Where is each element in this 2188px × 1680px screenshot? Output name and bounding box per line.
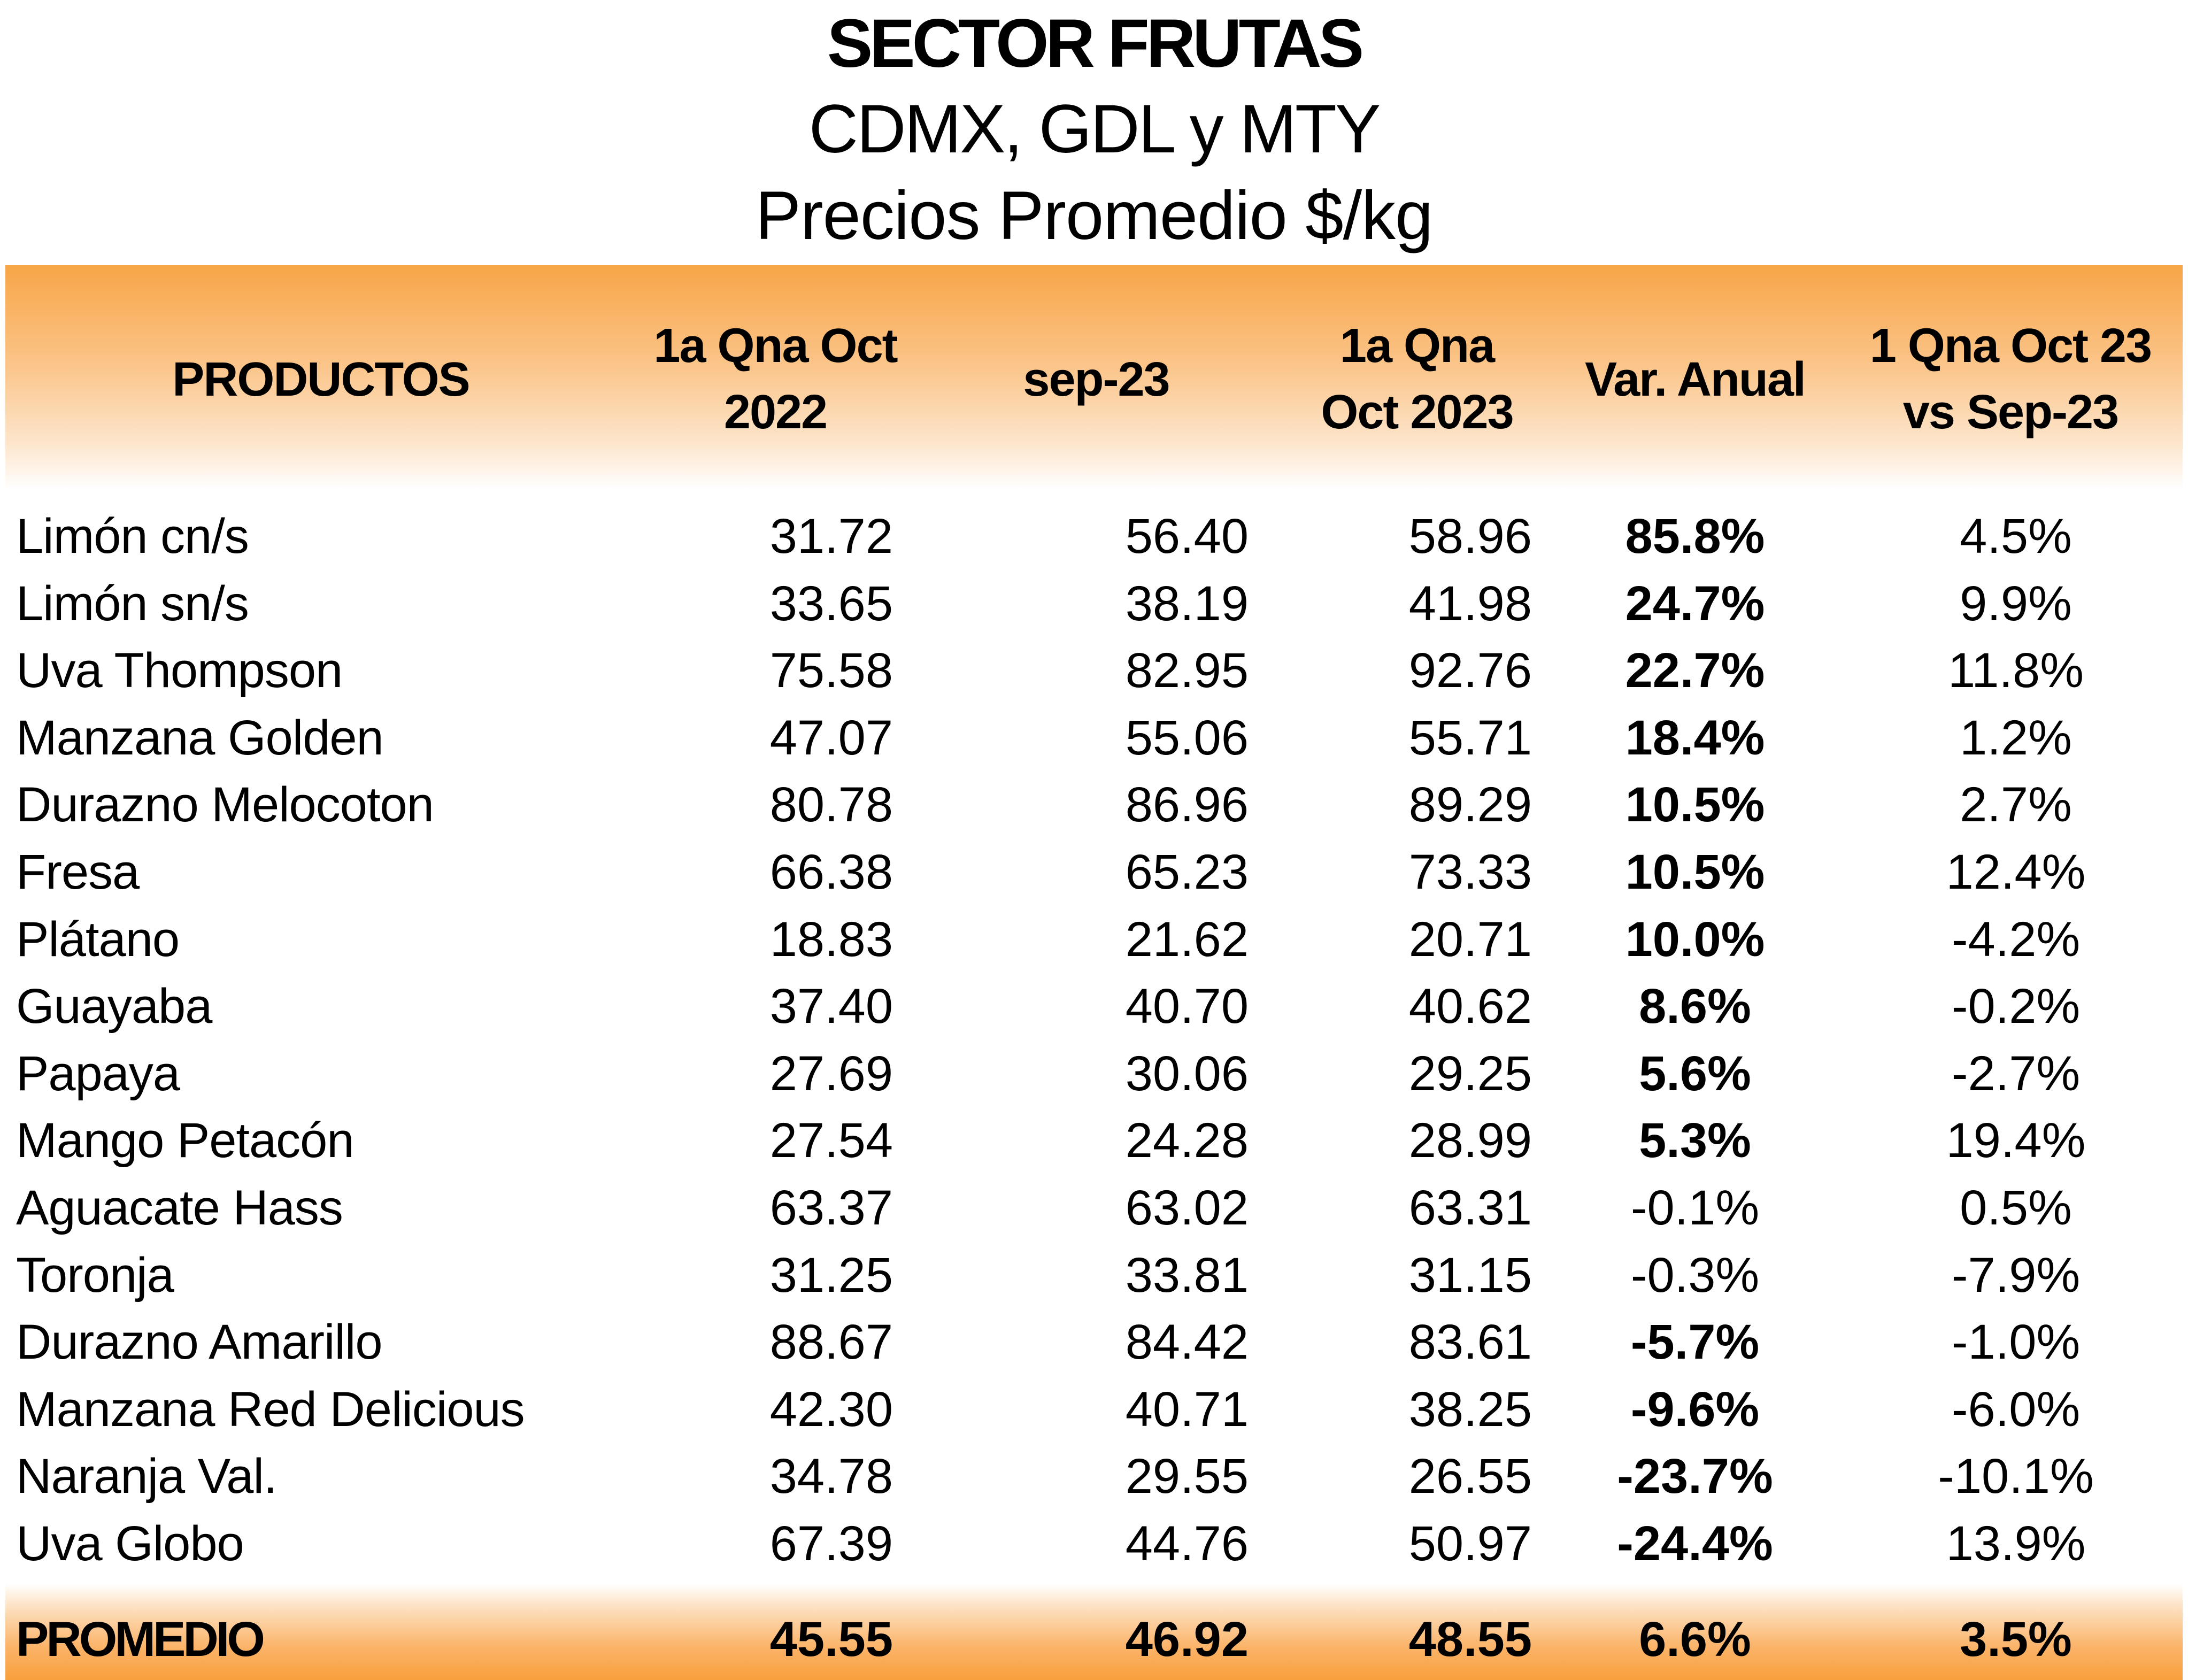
value-oct-2022: 42.30 <box>769 1382 893 1437</box>
product-name: Durazno Amarillo <box>16 1315 382 1369</box>
value-sep-23: 40.70 <box>1125 979 1249 1034</box>
header-oct-2023 <box>1273 313 1561 445</box>
value-sep-23: 56.40 <box>1125 509 1249 564</box>
value-sep-23: 33.81 <box>1125 1248 1249 1303</box>
table-row <box>0 1040 2188 1107</box>
table-row <box>0 1308 2188 1376</box>
qna-vs-sep: -10.1% <box>1938 1449 2094 1504</box>
value-oct-2023: 26.55 <box>1408 1449 1532 1504</box>
value-sep-23: 24.28 <box>1125 1113 1249 1168</box>
unit-subtitle: Precios Promedio $/kg <box>755 178 1433 254</box>
product-name: Manzana Red Delicious <box>16 1382 525 1437</box>
header-productos <box>107 346 535 413</box>
var-anual: 10.0% <box>1625 912 1765 967</box>
value-oct-2022: 66.38 <box>769 845 893 899</box>
value-oct-2023: 29.25 <box>1408 1046 1532 1101</box>
value-oct-2022: 47.07 <box>769 711 893 765</box>
qna-vs-sep: 9.9% <box>1960 576 2072 631</box>
table-row <box>0 1510 2188 1577</box>
var-anual: 22.7% <box>1625 643 1765 698</box>
value-sep-23: 84.42 <box>1125 1315 1249 1369</box>
value-oct-2023: 20.71 <box>1408 912 1532 967</box>
table-row <box>0 906 2188 973</box>
value-oct-2022: 88.67 <box>769 1315 893 1369</box>
value-sep-23: 40.71 <box>1125 1382 1249 1437</box>
value-sep-23: 44.76 <box>1125 1516 1249 1571</box>
average-sep-23: 46.92 <box>1125 1612 1249 1667</box>
var-anual: -0.1% <box>1630 1181 1760 1235</box>
value-oct-2023: 92.76 <box>1408 643 1532 698</box>
header-oct-2022-line1: 1a Qna Oct <box>653 319 897 373</box>
product-name: Plátano <box>16 912 180 967</box>
value-oct-2023: 83.61 <box>1408 1315 1532 1369</box>
qna-vs-sep: -1.0% <box>1951 1315 2081 1369</box>
value-oct-2023: 55.71 <box>1408 711 1532 765</box>
value-oct-2023: 31.15 <box>1408 1248 1532 1303</box>
value-oct-2022: 31.72 <box>769 509 893 564</box>
table-row <box>0 570 2188 637</box>
value-oct-2022: 63.37 <box>769 1181 893 1235</box>
product-name: Uva Thompson <box>16 643 343 698</box>
qna-vs-sep: 2.7% <box>1960 777 2072 832</box>
page-subtitle: CDMX, GDL y MTY <box>808 91 1380 167</box>
average-oct-2022: 45.55 <box>769 1612 893 1667</box>
qna-vs-sep: 1.2% <box>1960 711 2072 765</box>
product-name: Manzana Golden <box>16 711 383 765</box>
var-anual: 85.8% <box>1625 509 1765 564</box>
product-name: Durazno Melocoton <box>16 777 434 832</box>
value-oct-2023: 40.62 <box>1408 979 1532 1034</box>
value-oct-2022: 80.78 <box>769 777 893 832</box>
value-sep-23: 29.55 <box>1125 1449 1249 1504</box>
table-row <box>0 1443 2188 1510</box>
product-name: Mango Petacón <box>16 1113 354 1168</box>
var-anual: 18.4% <box>1625 711 1765 765</box>
var-anual: 5.6% <box>1639 1046 1751 1101</box>
var-anual: -0.3% <box>1630 1248 1760 1303</box>
var-anual: 8.6% <box>1639 979 1751 1034</box>
average-row <box>0 1606 2188 1673</box>
var-anual: 10.5% <box>1625 845 1765 899</box>
title-block <box>0 0 2188 262</box>
qna-vs-sep: 19.4% <box>1946 1113 2086 1168</box>
value-sep-23: 55.06 <box>1125 711 1249 765</box>
product-name: Uva Globo <box>16 1516 244 1571</box>
qna-vs-sep: -4.2% <box>1951 912 2081 967</box>
value-oct-2022: 31.25 <box>769 1248 893 1303</box>
qna-vs-sep: 0.5% <box>1960 1181 2072 1235</box>
header-qna-vs-sep <box>1839 313 2182 445</box>
header-oct-2022 <box>610 313 941 445</box>
header-var-anual-label: Var. Anual <box>1585 353 1805 406</box>
var-anual: -9.6% <box>1630 1382 1760 1437</box>
table-row <box>0 1174 2188 1242</box>
average-var-anual: 6.6% <box>1639 1612 1751 1667</box>
value-oct-2023: 50.97 <box>1408 1516 1532 1571</box>
table-row <box>0 1376 2188 1443</box>
product-name: Toronja <box>16 1248 174 1303</box>
average-oct-2023: 48.55 <box>1408 1612 1532 1667</box>
value-oct-2023: 89.29 <box>1408 777 1532 832</box>
value-oct-2023: 38.25 <box>1408 1382 1532 1437</box>
product-name: Papaya <box>16 1046 180 1101</box>
header-productos-label: PRODUCTOS <box>172 353 469 406</box>
header-qna-vs-sep-line1: 1 Qna Oct 23 <box>1869 319 2152 373</box>
average-label: PROMEDIO <box>16 1612 263 1667</box>
value-oct-2023: 41.98 <box>1408 576 1532 631</box>
qna-vs-sep: 4.5% <box>1960 509 2072 564</box>
header-qna-vs-sep-line2: vs Sep-23 <box>1902 386 2118 439</box>
header-sep-23 <box>962 346 1230 413</box>
header-oct-2023-line2: Oct 2023 <box>1321 386 1513 439</box>
table-row <box>0 1242 2188 1309</box>
var-anual: -24.4% <box>1617 1516 1773 1571</box>
value-sep-23: 63.02 <box>1125 1181 1249 1235</box>
value-sep-23: 38.19 <box>1125 576 1249 631</box>
average-qna-vs-sep: 3.5% <box>1960 1612 2072 1667</box>
value-sep-23: 86.96 <box>1125 777 1249 832</box>
table-row <box>0 637 2188 704</box>
qna-vs-sep: 12.4% <box>1946 845 2086 899</box>
value-sep-23: 30.06 <box>1125 1046 1249 1101</box>
var-anual: -5.7% <box>1630 1315 1760 1369</box>
table-row <box>0 503 2188 570</box>
qna-vs-sep: -0.2% <box>1951 979 2081 1034</box>
header-sep-23-label: sep-23 <box>1023 353 1169 406</box>
var-anual: 10.5% <box>1625 777 1765 832</box>
value-oct-2023: 63.31 <box>1408 1181 1532 1235</box>
header-oct-2023-line1: 1a Qna <box>1339 319 1494 373</box>
table-row <box>0 771 2188 838</box>
table-row <box>0 838 2188 906</box>
value-oct-2022: 67.39 <box>769 1516 893 1571</box>
header-var-anual <box>1556 346 1834 413</box>
table-row <box>0 704 2188 772</box>
value-oct-2022: 27.69 <box>769 1046 893 1101</box>
value-oct-2022: 33.65 <box>769 576 893 631</box>
var-anual: 5.3% <box>1639 1113 1751 1168</box>
product-name: Guayaba <box>16 979 212 1034</box>
qna-vs-sep: -2.7% <box>1951 1046 2081 1101</box>
product-name: Naranja Val. <box>16 1449 277 1504</box>
page-title: SECTOR FRUTAS <box>827 5 1361 82</box>
value-sep-23: 82.95 <box>1125 643 1249 698</box>
value-oct-2022: 37.40 <box>769 979 893 1034</box>
value-oct-2022: 34.78 <box>769 1449 893 1504</box>
qna-vs-sep: 13.9% <box>1946 1516 2086 1571</box>
value-oct-2023: 73.33 <box>1408 845 1532 899</box>
table-row <box>0 973 2188 1040</box>
table-row <box>0 1107 2188 1174</box>
value-oct-2022: 27.54 <box>769 1113 893 1168</box>
var-anual: 24.7% <box>1625 576 1765 631</box>
header-oct-2022-line2: 2022 <box>723 386 827 439</box>
value-oct-2023: 28.99 <box>1408 1113 1532 1168</box>
product-name: Fresa <box>16 845 140 899</box>
value-sep-23: 65.23 <box>1125 845 1249 899</box>
product-name: Limón cn/s <box>16 509 249 564</box>
qna-vs-sep: -6.0% <box>1951 1382 2081 1437</box>
value-oct-2023: 58.96 <box>1408 509 1532 564</box>
value-sep-23: 21.62 <box>1125 912 1249 967</box>
qna-vs-sep: 11.8% <box>1947 643 2084 698</box>
product-name: Aguacate Hass <box>16 1181 343 1235</box>
product-name: Limón sn/s <box>16 576 249 631</box>
qna-vs-sep: -7.9% <box>1951 1248 2081 1303</box>
value-oct-2022: 75.58 <box>769 643 893 698</box>
value-oct-2022: 18.83 <box>769 912 893 967</box>
var-anual: -23.7% <box>1617 1449 1773 1504</box>
